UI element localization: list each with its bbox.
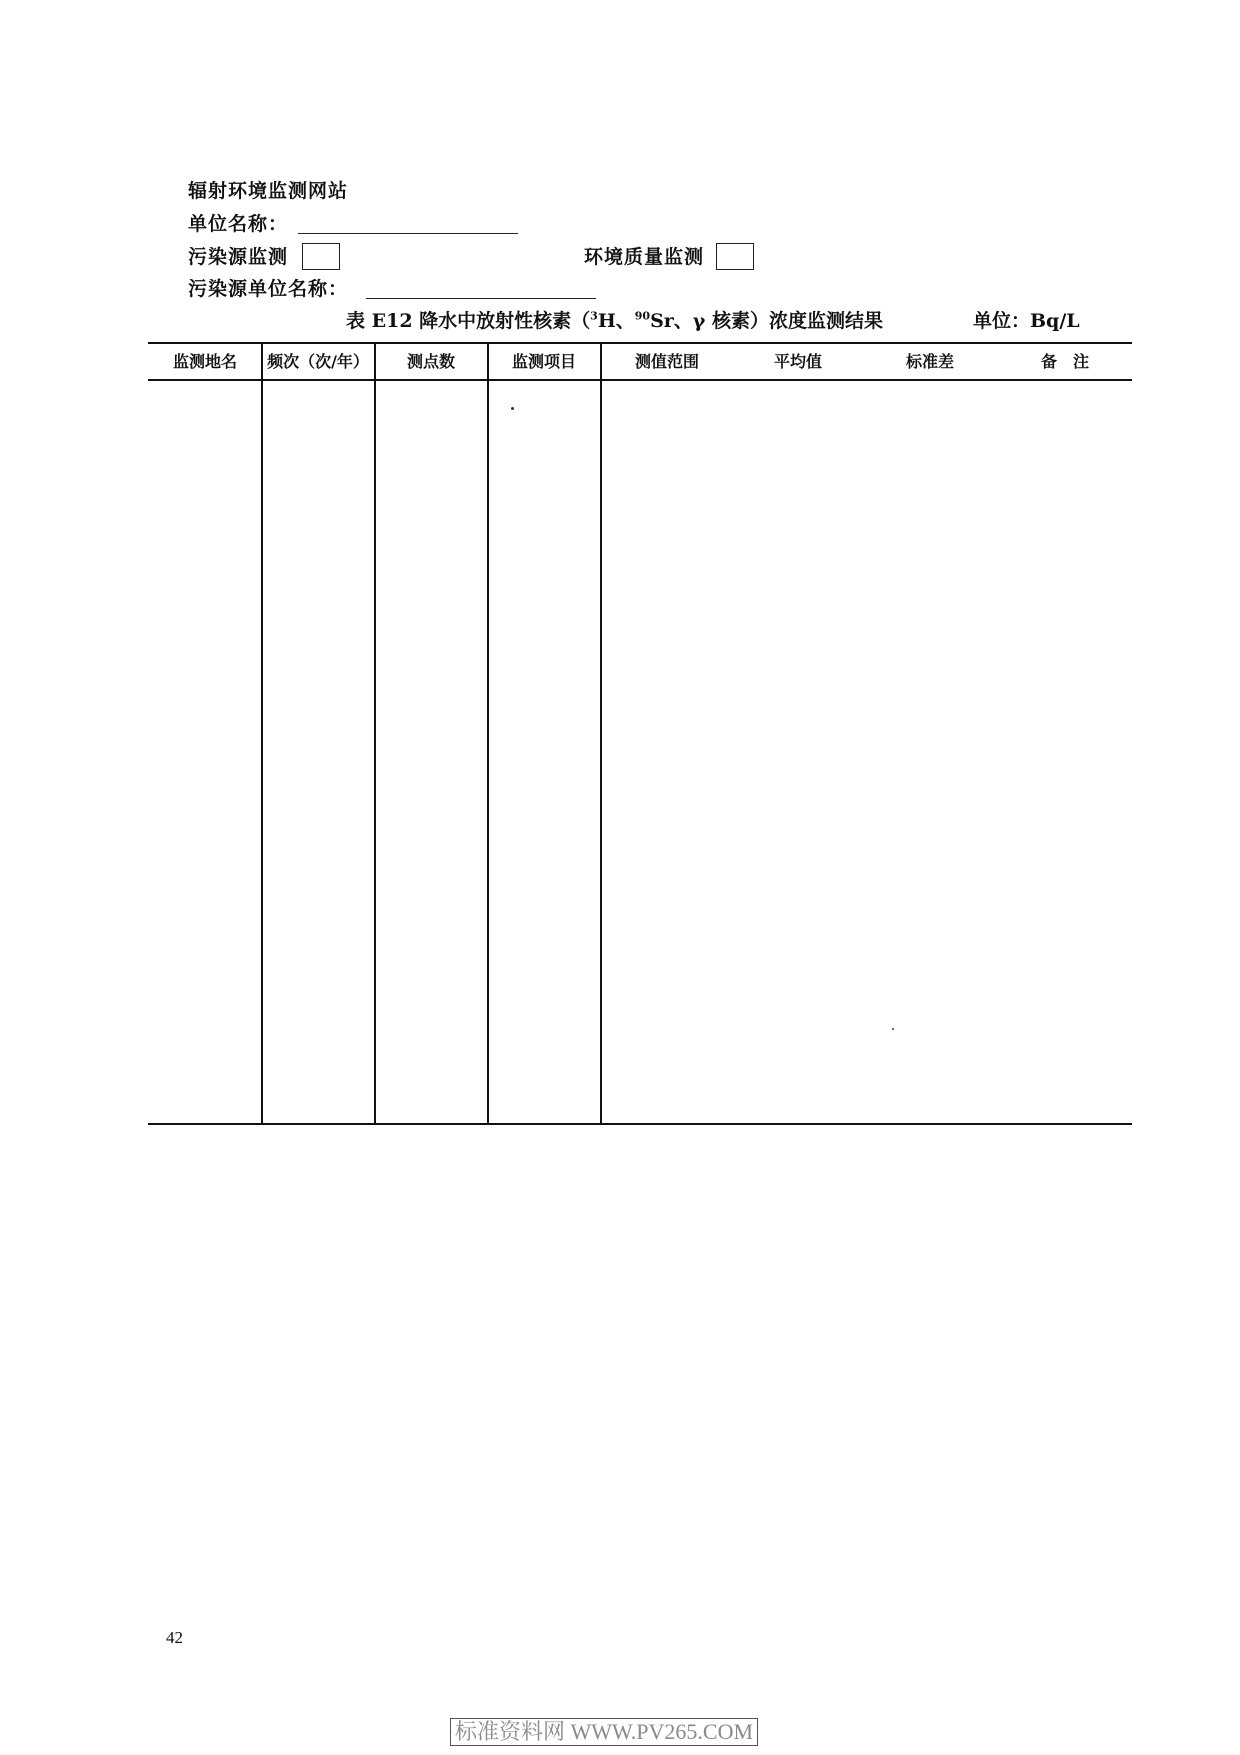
environment-quality-monitoring-label: 环境质量监测: [584, 246, 705, 268]
table-unit: 单位：Bq/L: [973, 310, 1080, 332]
column-divider: [600, 342, 602, 1125]
tritium-mass-number: 3: [590, 309, 598, 323]
pollution-source-unit-field[interactable]: [366, 298, 596, 299]
unit-name-field[interactable]: [298, 233, 518, 234]
watermark: 标准资料网 WWW.PV265.COM: [450, 1718, 758, 1746]
col-header-point-count: 测点数: [406, 352, 455, 371]
environment-quality-monitoring-checkbox[interactable]: [716, 243, 754, 270]
network-title: 辐射环境监测网站: [188, 180, 349, 202]
scan-speck: [511, 407, 514, 410]
col-header-remarks: 备 注: [1040, 352, 1089, 371]
table-bottom-rule: [148, 1123, 1132, 1125]
column-divider: [487, 342, 489, 1125]
table-caption: [346, 310, 883, 332]
col-header-mean: 平均值: [773, 352, 822, 371]
col-header-range: 测值范围: [634, 352, 699, 371]
pollution-source-monitoring-label: 污染源监测: [188, 246, 289, 268]
pollution-source-unit-label: 污染源单位名称：: [188, 278, 349, 300]
column-divider: [374, 342, 376, 1125]
table-top-rule: [148, 342, 1132, 344]
strontium-mass-number: 90: [634, 309, 651, 323]
unit-name-label: 单位名称：: [188, 213, 289, 235]
caption-suffix: Sr、γ 核素）浓度监测结果: [650, 310, 883, 332]
column-divider: [261, 342, 263, 1125]
table-header-rule: [148, 379, 1132, 381]
page-number: 42: [166, 1628, 183, 1647]
col-header-site-name: 监测地名: [172, 352, 237, 371]
col-header-frequency: 频次（次/年）: [267, 352, 369, 371]
scan-speck: [892, 1028, 894, 1030]
pollution-source-monitoring-checkbox[interactable]: [302, 243, 340, 270]
tritium-symbol: H、: [597, 310, 635, 332]
col-header-item: 监测项目: [511, 352, 576, 371]
col-header-std-dev: 标准差: [905, 352, 954, 371]
caption-prefix: 表 E12 降水中放射性核素（: [346, 310, 591, 332]
